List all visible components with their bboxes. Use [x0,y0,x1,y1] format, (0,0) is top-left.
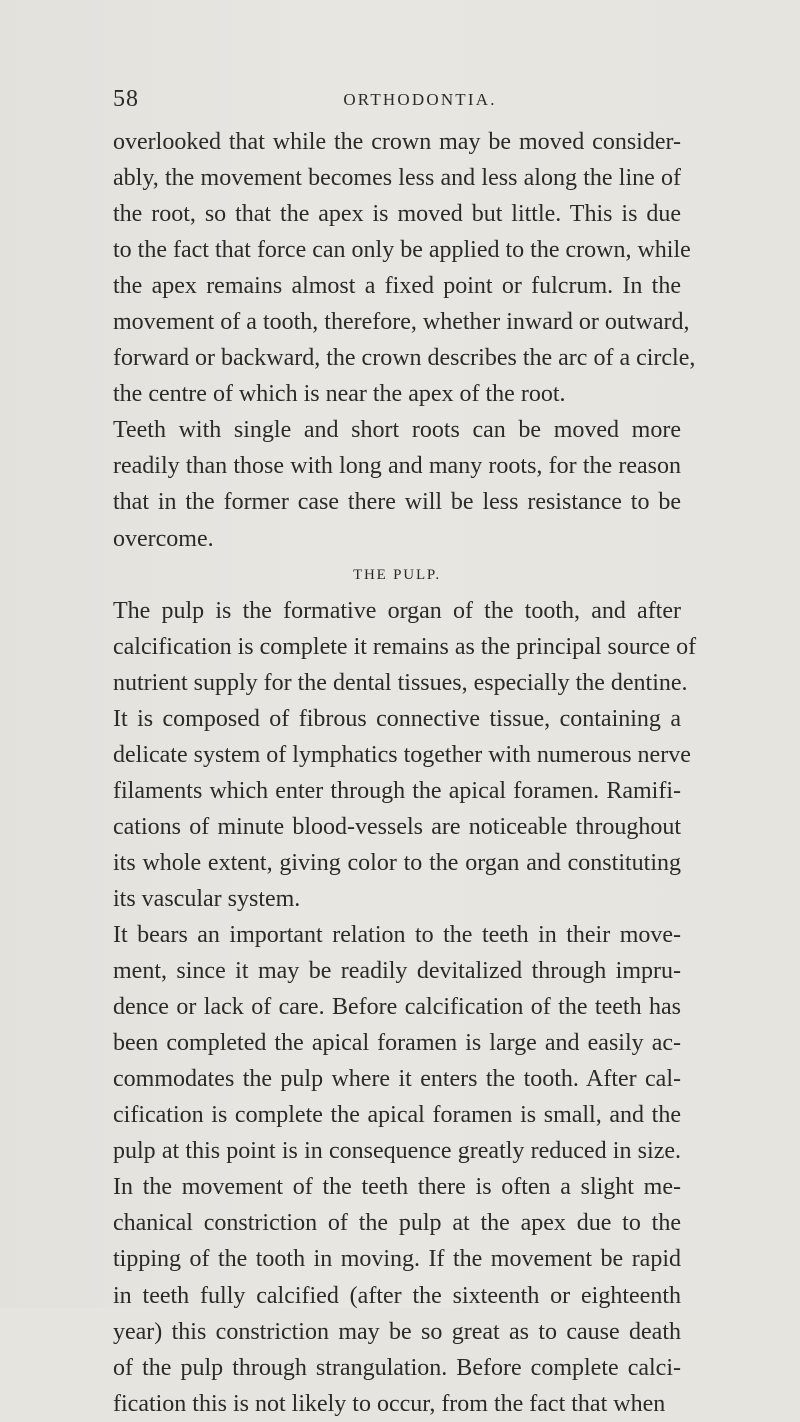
text-line: pulp at this point is in consequence greatly reduced in size. [113,1138,681,1165]
text-line: delicate system of lymphatics together with numerous nerve [113,741,691,768]
text-line: its vascular system. [113,885,301,912]
text-line: the centre of which is near the apex of the root. [113,381,566,408]
text-line: fication this is not likely to occur, from the fact that when [113,1390,666,1417]
text-line: year) this constriction may be so great as to cause death [113,1318,681,1345]
text-line: been completed the apical foramen is large and easily ac- [113,1030,681,1057]
text-line: commodates the pulp where it enters the tooth. After cal- [113,1066,681,1093]
text-line: ment, since it may be readily devitalized through impru- [113,958,681,985]
text-line: cification is complete the apical foramen is small, and the [113,1102,681,1129]
text-line: In the movement of the teeth there is often a slight me- [113,1174,681,1201]
text-line: dence or lack of care. Before calcification of the teeth has [113,994,681,1021]
text-line: its whole extent, giving color to the organ and constituting [113,849,681,876]
text-line: cations of minute blood-vessels are noticeable throughout [113,813,681,840]
body-text [113,124,697,1422]
running-head [0,86,800,116]
text-line: chanical constriction of the pulp at the apex due to the [113,1210,681,1237]
text-line: the apex remains almost a fixed point or fulcrum. In the [113,273,681,300]
text-line: in teeth fully calcified (after the sixteenth or eighteenth [113,1282,681,1309]
text-line: filaments which enter through the apical foramen. Ramifi- [113,777,681,804]
text-line: forward or backward, the crown describes the arc of a circle, [113,345,696,372]
text-line: overcome. [113,525,214,552]
text-line: tipping of the tooth in moving. If the movement be rapid [113,1246,681,1273]
text-line: readily than those with long and many roots, for the reason [113,453,681,480]
text-line: Teeth with single and short roots can be moved more [113,417,681,444]
running-title: ORTHODONTIA. [343,90,497,109]
page-number: 58 [113,86,139,112]
text-line: movement of a tooth, therefore, whether inward or outward, [113,309,690,336]
text-line: of the pulp through strangulation. Before complete calci- [113,1354,681,1381]
section-heading: THE PULP. [353,566,441,583]
text-line: to the fact that force can only be applied to the crown, while [113,237,691,264]
text-line: that in the former case there will be less resistance to be [113,489,681,516]
text-line: The pulp is the formative organ of the tooth, and after [113,597,681,624]
text-line: It is composed of fibrous connective tissue, containing a [113,705,681,732]
text-line: calcification is complete it remains as the principal source of [113,633,697,660]
text-line: nutrient supply for the dental tissues, especially the dentine. [113,669,688,696]
text-line: It bears an important relation to the teeth in their move- [113,922,681,949]
text-line: the root, so that the apex is moved but little. This is due [113,201,681,228]
text-line: overlooked that while the crown may be moved consider- [113,129,681,155]
text-line: ably, the movement becomes less and less along the line of [113,165,681,192]
